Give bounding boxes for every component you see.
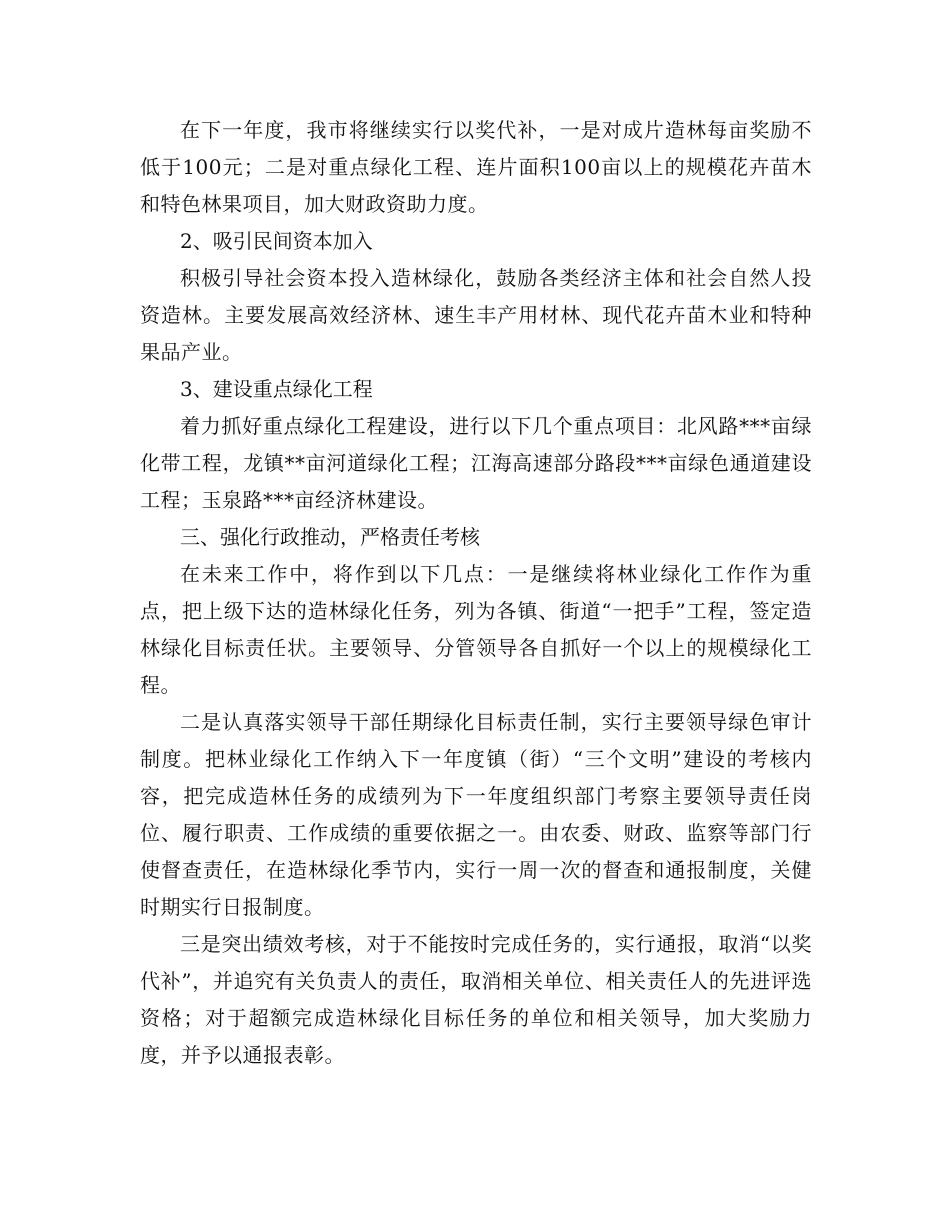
paragraph-incentive-subsidy: 在下一年度，我市将继续实行以奖代补，一是对成片造林每亩奖励不低于100元；二是对重点绿化工程、连片面积100亩以上的规模花卉苗木和特色林果项目，加大财政资助力度。 (140, 118, 812, 216)
paragraph-responsibility-system: 二是认真落实领导干部任期绿化目标责任制，实行主要领导绿色审计制度。把林业绿化工作纳入下一年度镇（街）“三个文明”建设的考核内容，把完成造林任务的成绩列为下一年度组织部门考察主要领导责任岗位、履行职责、工作成绩的重要依据之一。由农委、财政、监察等部门行使督查责任，在造林绿化季节内，实行一周一次的督查和通报制度，关健时期实行日报制度。 (140, 710, 812, 919)
heading-administrative-push: 三、强化行政推动，严格责任考核 (180, 525, 480, 549)
paragraph-future-work: 在未来工作中，将作到以下几点：一是继续将林业绿化工作作为重点，把上级下达的造林绿化任务，列为各镇、街道“一把手”工程，签定造林绿化目标责任状。主要领导、分管领导各自抓好一个以上的规模绿化工程。 (140, 562, 812, 697)
paragraph-performance-review: 三是突出绩效考核，对于不能按时完成任务的，实行通报，取消“以奖代补”，并追究有关负责人的责任，取消相关单位、相关责任人的先进评选资格；对于超额完成造林绿化目标任务的单位和相关领导，加大奖励力度，并予以通报表彰。 (140, 932, 812, 1067)
document-body (140, 112, 812, 1074)
paragraph-key-projects: 着力抓好重点绿化工程建设，进行以下几个重点项目：北风路***亩绿化带工程，龙镇**亩河道绿化工程；江海高速部分路段***亩绿色通道建设工程；玉泉路***亩经济林建设。 (140, 414, 812, 512)
paragraph-private-capital: 积极引导社会资本投入造林绿化，鼓励各类经济主体和社会自然人投资造林。主要发展高效经济林、速生丰产用材林、现代花卉苗木业和特种果品产业。 (140, 266, 812, 364)
heading-private-capital: 2、吸引民间资本加入 (180, 229, 373, 253)
heading-key-projects: 3、建设重点绿化工程 (180, 377, 373, 401)
